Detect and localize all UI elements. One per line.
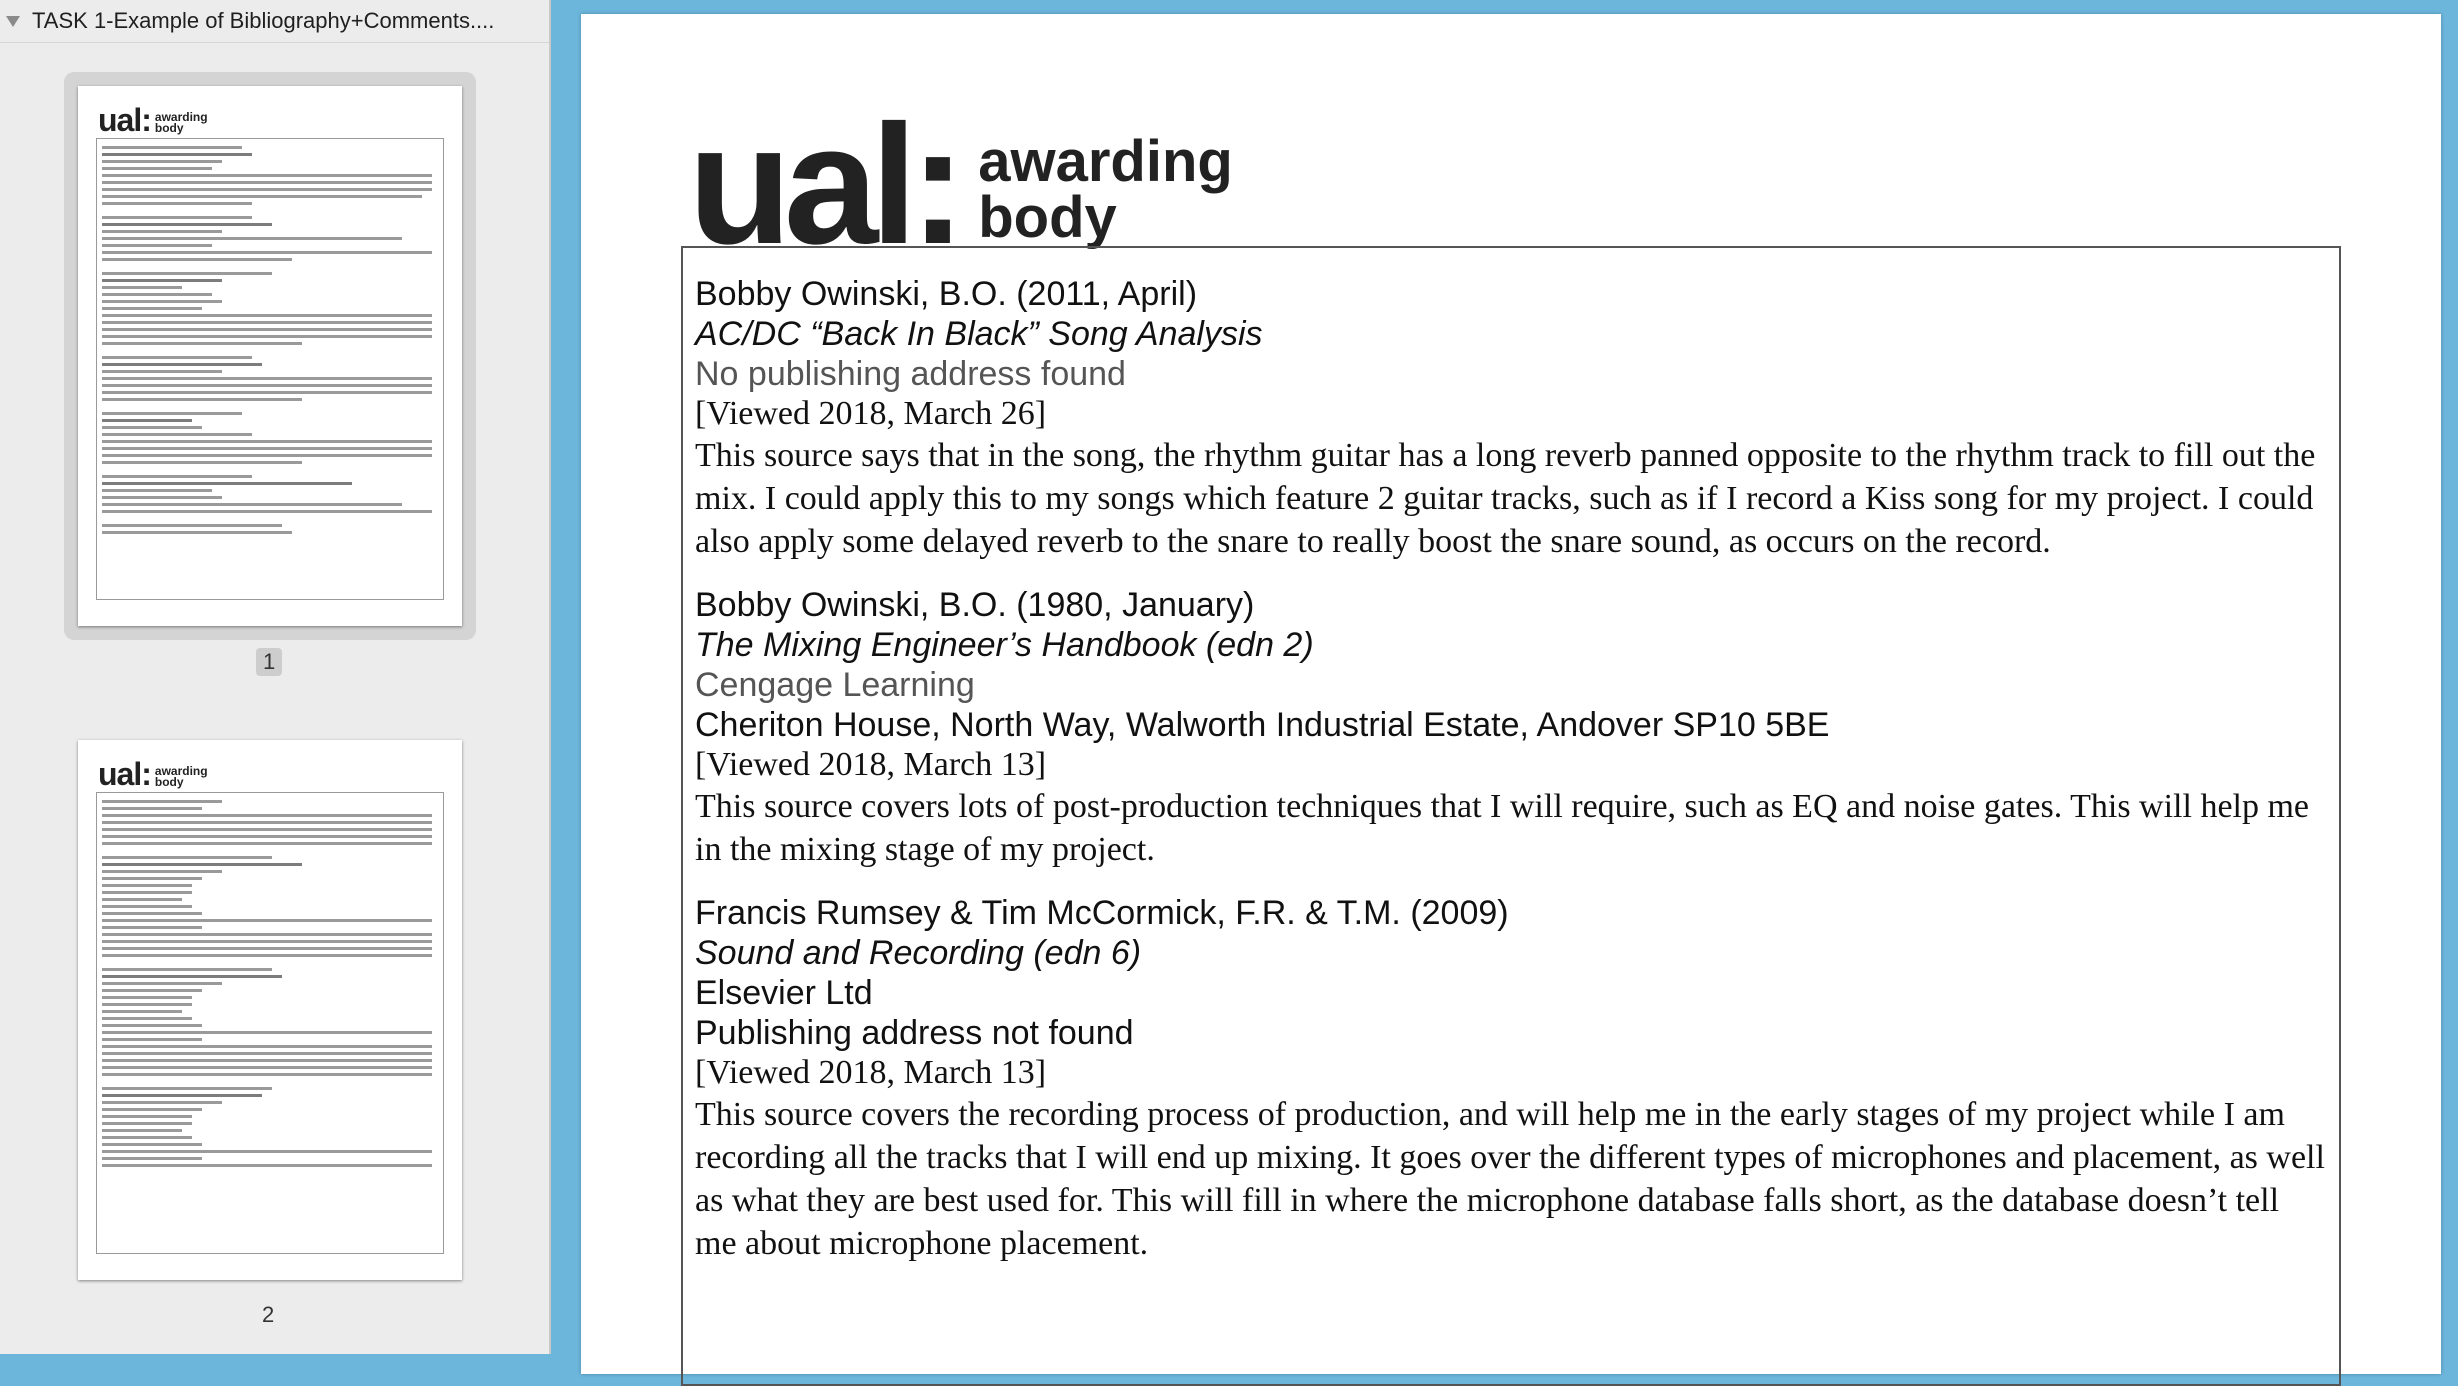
thumbnail-text-line xyxy=(102,877,202,880)
thumbnail-text-line xyxy=(102,1094,262,1097)
thumbnail-content-frame xyxy=(96,792,444,1254)
entry-comment: This source covers lots of post-production techniques that I will require, such as EQ and noise gates. This will help me in the mixing stage of my project. xyxy=(695,788,2310,868)
logo-ual-text: ual: xyxy=(688,90,959,280)
thumbnail-text-line xyxy=(102,821,432,824)
document-title-row[interactable] xyxy=(0,0,549,43)
logo-awarding-body-text: awarding body xyxy=(154,110,208,135)
thumbnail-text-line xyxy=(102,489,212,492)
thumbnail-text-line xyxy=(102,174,432,177)
thumbnail-text-line xyxy=(102,989,202,992)
thumbnail-text-line xyxy=(102,1010,182,1013)
thumbnail-text-line xyxy=(102,919,432,922)
thumbnail-logo xyxy=(98,756,208,792)
thumbnail-text-line xyxy=(102,251,432,254)
thumbnail-text-line xyxy=(102,1136,192,1139)
thumbnail-text-line xyxy=(102,870,222,873)
thumbnail-text-line xyxy=(102,391,432,394)
thumbnail-text-line xyxy=(102,216,252,219)
thumbnail-text-line xyxy=(102,1164,432,1167)
thumbnail-text-line xyxy=(102,800,222,803)
thumbnail-text-line xyxy=(102,835,432,838)
bibliography-box xyxy=(681,246,2341,1386)
entry-viewed-date: [Viewed 2018, March 26] xyxy=(695,395,1047,432)
thumbnail-text-line xyxy=(102,1066,432,1069)
thumbnail-text-line xyxy=(102,510,432,513)
thumbnail-text-line xyxy=(102,828,432,831)
thumbnail-text-line xyxy=(102,342,302,345)
thumbnail-text-line xyxy=(102,856,272,859)
thumbnail-text-line xyxy=(102,912,202,915)
entry-address: Cheriton House, North Way, Walworth Industrial Estate, Andover SP10 5BE xyxy=(695,706,1830,744)
entry-publisher: No publishing address found xyxy=(695,355,1126,393)
logo-awarding-body-text: awarding body xyxy=(978,129,1233,250)
logo-awarding-body-text: awarding body xyxy=(154,764,208,789)
thumbnail-logo xyxy=(98,102,208,138)
entry-viewed-date: [Viewed 2018, March 13] xyxy=(695,746,1047,783)
thumbnail-text-line xyxy=(102,188,432,191)
thumbnail-text-line xyxy=(102,1017,192,1020)
thumbnail-text-line xyxy=(102,940,432,943)
thumbnail-text-line xyxy=(102,181,432,184)
entry-publisher: Cengage Learning xyxy=(695,666,975,704)
thumbnail-text-line xyxy=(102,1024,202,1027)
thumbnail-text-line xyxy=(102,496,222,499)
entry-author: Francis Rumsey & Tim McCormick, F.R. & T.M. (2009) xyxy=(695,894,1509,932)
thumbnail-text-line xyxy=(102,933,432,936)
entry-author: Bobby Owinski, B.O. (2011, April) xyxy=(695,275,1198,313)
thumbnail-text-line xyxy=(102,356,252,359)
thumbnail-text-line xyxy=(102,286,182,289)
thumbnail-text-line xyxy=(102,891,192,894)
thumbnail-text-line xyxy=(102,167,212,170)
thumbnail-text-line xyxy=(102,272,272,275)
thumbnail-text-line xyxy=(102,1101,222,1104)
thumbnail-text-line xyxy=(102,503,402,506)
entry-title: AC/DC “Back In Black” Song Analysis xyxy=(695,315,1263,353)
thumbnail-text-line xyxy=(102,1031,432,1034)
thumbnail-text-line xyxy=(102,412,242,415)
thumbnail-text-line xyxy=(102,1122,192,1125)
thumbnail-text-line xyxy=(102,377,432,380)
entry-address: Publishing address not found xyxy=(695,1014,1134,1052)
page-number-label-2[interactable]: 2 xyxy=(262,1302,275,1327)
thumbnail-text-line xyxy=(102,814,432,817)
entry-title: Sound and Recording (edn 6) xyxy=(695,934,1142,972)
page-thumbnail-1[interactable] xyxy=(78,86,462,626)
thumbnail-text-line xyxy=(102,1045,432,1048)
thumbnail-text-line xyxy=(102,531,292,534)
page-thumbnail-2[interactable] xyxy=(78,740,462,1280)
thumbnail-text-line xyxy=(102,398,302,401)
thumbnail-text-line xyxy=(102,1052,432,1055)
thumbnail-text-line xyxy=(102,1073,432,1076)
thumbnail-text-line xyxy=(102,307,202,310)
thumbnail-text-line xyxy=(102,237,402,240)
document-view[interactable] xyxy=(553,0,2458,1354)
thumbnail-text-line xyxy=(102,293,212,296)
thumbnail-text-line xyxy=(102,440,432,443)
thumbnail-text-line xyxy=(102,968,272,971)
thumbnail-text-line xyxy=(102,898,182,901)
thumbnail-text-line xyxy=(102,321,432,324)
entry-comment: This source says that in the song, the rhythm guitar has a long reverb panned opposite to the rhythm track to fill out the mix. I could apply this to my songs which feature 2 guitar tracks, such as if I record a Kiss song for my project. I could also apply some delayed reverb to the snare to really boost the snare sound, as occurs on the record. xyxy=(695,437,2316,560)
thumbnail-text-line xyxy=(102,1157,202,1160)
thumbnail-text-line xyxy=(102,328,432,331)
bibliography-entry xyxy=(695,585,2327,871)
thumbnail-text-line xyxy=(102,954,432,957)
thumbnail-text-line xyxy=(102,258,292,261)
thumbnail-text-line xyxy=(102,863,302,866)
thumbnail-text-line xyxy=(102,202,252,205)
thumbnail-text-line xyxy=(102,153,252,156)
thumbnail-text-line xyxy=(102,223,272,226)
thumbnail-text-line xyxy=(102,1108,202,1111)
thumbnail-text-line xyxy=(102,384,432,387)
thumbnail-text-line xyxy=(102,1143,202,1146)
thumbnail-text-line xyxy=(102,314,432,317)
document-title: TASK 1-Example of Bibliography+Comments.... xyxy=(32,8,495,33)
entry-comment: This source covers the recording process of production, and will help me in the early stages of my project while I am recording all the tracks that I will end up mixing. It goes over the different types of microphones and placement, as well as what they are best used for. This will fill in where the microphone database falls short, as the database doesn’t tell me about microphone placement. xyxy=(695,1096,2325,1262)
thumbnail-text-line xyxy=(102,1059,432,1062)
thumbnail-text-line xyxy=(102,482,352,485)
thumbnail-text-line xyxy=(102,433,252,436)
thumbnail-text-line xyxy=(102,370,222,373)
logo-ual-text: ual: xyxy=(98,756,151,792)
thumbnail-text-line xyxy=(102,244,212,247)
entry-publisher: Elsevier Ltd xyxy=(695,974,873,1012)
thumbnail-text-line xyxy=(102,982,222,985)
thumbnail-text-line xyxy=(102,996,192,999)
thumbnail-text-line xyxy=(102,1038,202,1041)
thumbnail-text-line xyxy=(102,884,192,887)
ual-awarding-body-logo xyxy=(688,90,1233,280)
thumbnail-text-line xyxy=(102,279,222,282)
entry-title: The Mixing Engineer’s Handbook (edn 2) xyxy=(695,626,1314,664)
thumbnail-text-line xyxy=(102,230,222,233)
thumbnail-text-line xyxy=(102,195,422,198)
thumbnail-text-line xyxy=(102,1087,272,1090)
bibliography-entry xyxy=(695,893,2327,1265)
thumbnail-text-line xyxy=(102,947,432,950)
thumbnail-text-line xyxy=(102,363,262,366)
thumbnail-sidebar xyxy=(0,0,551,1354)
thumbnail-text-line xyxy=(102,1003,192,1006)
thumbnail-text-line xyxy=(102,524,282,527)
page-number-label-1[interactable]: 1 xyxy=(256,648,282,676)
thumbnail-text-line xyxy=(102,419,192,422)
thumbnail-text-line xyxy=(102,335,432,338)
entry-viewed-date: [Viewed 2018, March 13] xyxy=(695,1054,1047,1091)
thumbnail-text-line xyxy=(102,1129,182,1132)
thumbnail-text-line xyxy=(102,447,432,450)
thumbnail-text-line xyxy=(102,146,242,149)
logo-ual-text: ual: xyxy=(98,102,151,138)
thumbnail-text-line xyxy=(102,454,432,457)
thumbnail-text-line xyxy=(102,926,202,929)
disclosure-triangle-icon[interactable] xyxy=(6,16,20,27)
thumbnail-text-line xyxy=(102,905,192,908)
thumbnail-text-line xyxy=(102,475,252,478)
entry-author: Bobby Owinski, B.O. (1980, January) xyxy=(695,586,1255,624)
document-page xyxy=(581,14,2441,1374)
thumbnail-text-line xyxy=(102,461,302,464)
thumbnail-text-line xyxy=(102,160,222,163)
thumbnail-text-line xyxy=(102,426,202,429)
thumbnail-text-line xyxy=(102,1115,192,1118)
bibliography-entry xyxy=(695,274,2327,563)
thumbnail-text-line xyxy=(102,1150,432,1153)
thumbnail-text-line xyxy=(102,975,282,978)
thumbnail-text-line xyxy=(102,807,202,810)
thumbnail-text-line xyxy=(102,842,432,845)
thumbnail-text-line xyxy=(102,300,222,303)
